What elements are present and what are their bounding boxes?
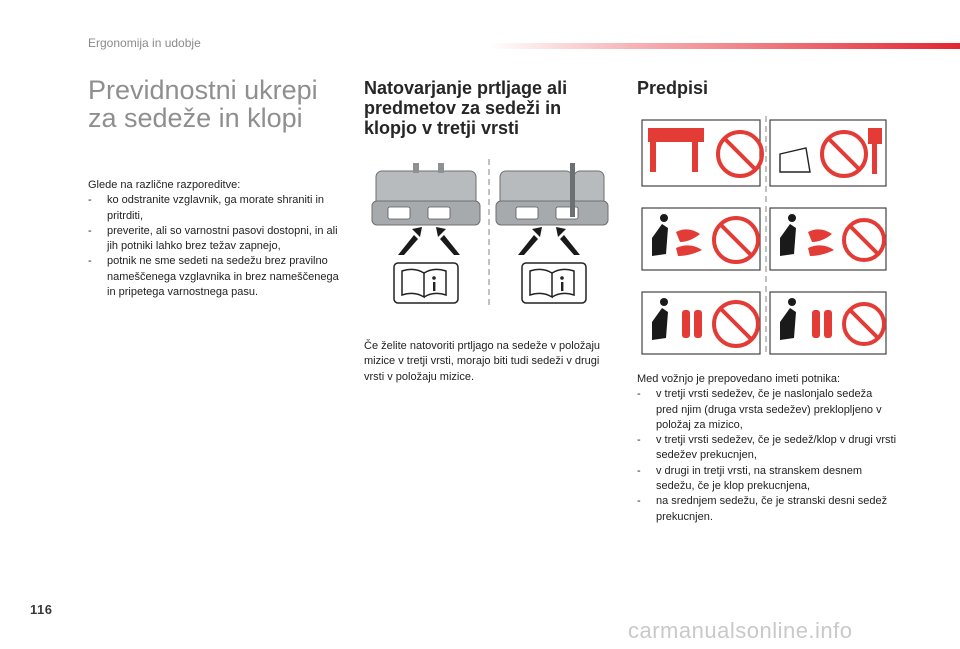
list-dash: - [88, 255, 92, 268]
list-item [88, 193, 343, 224]
list-item [637, 387, 897, 433]
list-dash: - [637, 388, 641, 401]
rules-block [637, 372, 897, 525]
rules-lead: Med vožnjo je prepovedano imeti potnika: [637, 373, 841, 385]
list-item-text: ko odstranite vzglavnik, ga morate shraniti in pritrditi, [107, 194, 325, 222]
list-item [637, 433, 897, 464]
seat-diagram-illustration [368, 157, 614, 307]
rules-list [637, 387, 897, 525]
section-header: Ergonomija in udobje [88, 36, 201, 50]
tile-row-2 [642, 208, 886, 270]
manual-book-icon [522, 263, 586, 303]
list-item-text: v tretji vrsti sedežev, če je naslonjalo sedeža pred njim (druga vrsta sedežev) preklopljeno v položaj za mizico, [656, 388, 882, 431]
rules-section-title: Predpisi [637, 78, 709, 98]
list-item [637, 464, 897, 495]
list-item-text: v tretji vrsti sedežev, če je sedež/klop v drugi vrsti sedežev prekucnjen, [656, 434, 897, 462]
list-dash: - [637, 495, 641, 508]
page-title: Previdnostni ukrepi za sedeže in klopi [88, 75, 318, 133]
luggage-text: Če želite natovoriti prtljago na sedeže v položaju mizice v tretji vrsti, morajo biti tudi sedeži v drugi vrsti v položaju mizice. [364, 340, 601, 383]
list-item-text: preverite, ali so varnostni pasovi dostopni, in ali jih potniki lahko brez težav zapnejo, [107, 224, 338, 253]
list-item-text: potnik ne sme sedeti na sedežu brez pravilno nameščenega vzglavnika in brez nameščenega in pripetega varnostnega pasu. [107, 255, 339, 299]
watermark: carmanualsonline.info [628, 618, 853, 643]
intro-block [88, 178, 343, 300]
intro-lead: Glede na različne razporeditve: [88, 179, 241, 191]
list-item-text: v drugi in tretji vrsti, na stranskem desnem sedežu, če je klop prekucnjena, [656, 464, 863, 493]
list-dash: - [88, 224, 92, 237]
header-accent-bar [490, 43, 960, 49]
list-item-text: na srednjem sedežu, če je stranski desni sedež prekucnjen. [656, 495, 888, 523]
luggage-section-title: Natovarjanje prtljage ali predmetov za sedeži in klopjo v tretji vrsti [364, 78, 568, 138]
seat-left-group [372, 163, 480, 225]
manual-book-icon [394, 263, 458, 303]
list-dash: - [88, 194, 92, 207]
rules-diagram-illustration [640, 114, 890, 358]
list-item [88, 254, 343, 300]
tile-row-3 [642, 292, 886, 354]
list-item [637, 494, 897, 525]
page-number: 116 [30, 602, 53, 617]
intro-list [88, 193, 343, 300]
list-dash: - [637, 464, 641, 477]
list-dash: - [637, 434, 641, 447]
list-item [88, 224, 343, 255]
seat-right-group [496, 163, 608, 225]
